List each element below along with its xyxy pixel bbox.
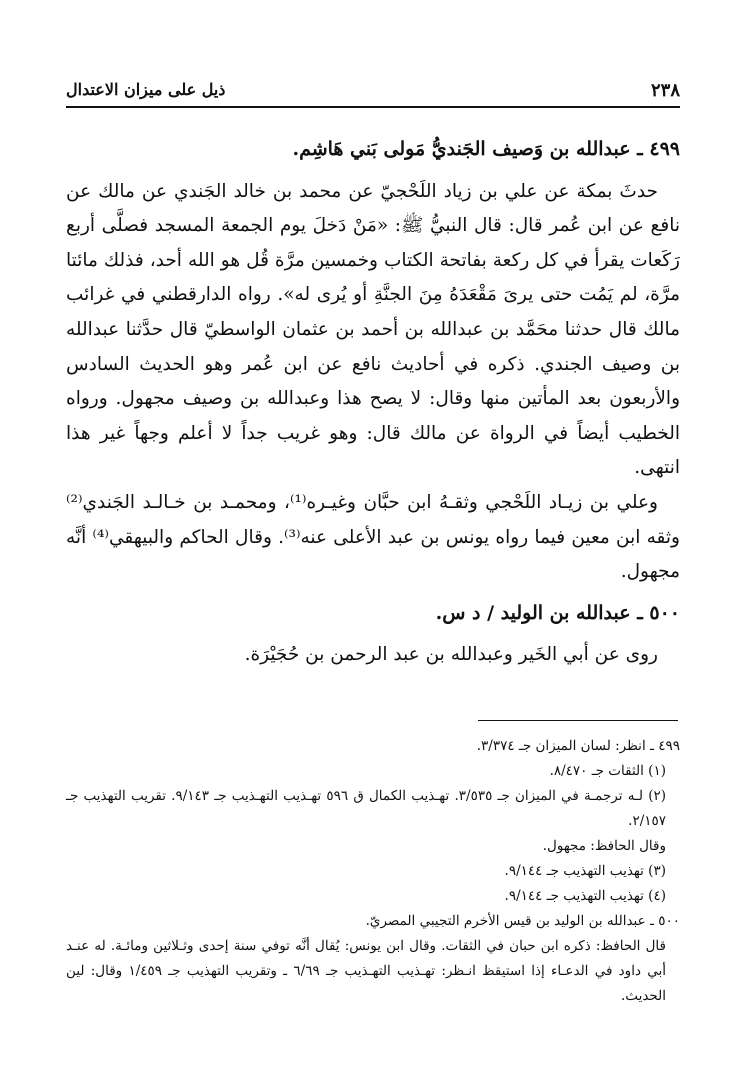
footnote-line: قال الحافظ: ذكره ابن حبان في الثقات. وقال ابن يونس: يُقال أنَّه توفي سنة إحدى وثـلاثين ومائـة. له عنـد أبي داود في الدعـاء إذا استيقظ انـظر: تهـذيب التهـذيب جـ ٦/٦٩ ـ وتقريب التهذيب جـ ١/٤٥٩ وقال: لين الحديث. [66,938,666,1004]
entry-499-heading: ٤٩٩ ـ عبدالله بن وَصيف الجَنديُّ مَولى بَني هَاشِم. [292,138,680,160]
footnote-line: (٣) تهذيب التهذيب جـ ٩/١٤٤. [504,863,666,879]
footnote-line: وقال الحافظ: مجهول. [542,838,666,854]
footnotes [66,734,680,1009]
footnote-line: ٤٩٩ ـ انظر: لسان الميزان جـ ٣/٣٧٤. [476,738,680,754]
footnote-rule [478,720,678,721]
book-title: ذيل على ميزان الاعتدال [66,80,226,99]
footnote-line: ٥٠٠ ـ عبدالله بن الوليد بن قيس الأخرم التجيبي المصريّ. [365,913,680,929]
running-header [66,78,680,106]
header-rule [66,106,680,108]
main-text [66,126,680,673]
entry-499-paragraph-1: حدثَ بمكة عن علي بن زياد اللَحْجيّ عن محمد بن خالد الجَندي عن مالك عن نافع عن ابن عُمر قال: قال النبيُّ ﷺ: «مَنْ دَخلَ يوم الجمعة المسجد فصلَّى أربع رَكَعات يقرأ في كل ركعة بفاتحة الكتاب وخمسين مرَّة قُل هو الله أحد، فذلك مائتا مرَّة، لم يَمُت حتى يرىَ مَقْعَدَهُ مِنَ الجنَّةِ أو يُرى له». رواه الدارقطني في غرائب مالك قال حدثنا محَمَّد بن عبدالله بن أحمد بن عثمان الواسطيّ قال حدَّثنا عبدالله بن وصيف الجندي. ذكره في أحاديث نافع عن ابن عُمر وهو الحديث السادس والأربعون بعد المأتين منها وقال: لا يصح هذا وعبدالله بن وصيف مجهول. ورواه الخطيب أيضاً في الرواة عن مالك قال: وهو غريب جداً لا أعلم وجهاً غير هذا انتهى. [66,180,680,479]
footnote-line: (٢) لـه ترجمـة في الميزان جـ ٣/٥٣٥. تهـذيب الكمال ق ٥٩٦ تهـذيب التهـذيب جـ ٩/١٤٣. تقريب التهذيب جـ ٢/١٥٧. [66,788,667,829]
footnote-line: (١) الثقات جـ ٨/٤٧٠. [549,763,666,779]
entry-500-heading: ٥٠٠ ـ عبدالله بن الوليد / د س. [435,601,680,624]
entry-500-paragraph: روى عن أبي الخَير وعبدالله بن عبد الرحمن بن حُجَيْرَة. [244,644,658,666]
entry-499-paragraph-2: وعلي بن زيـاد اللَحْجي وثقـهُ ابن حبَّان وغيـره⁽¹⁾، ومحمـد بن خـالـد الجَندي⁽²⁾ وثقه ابن معين فيما رواه يونس بن عبد الأعلى عنه⁽³⁾. وقال الحاكم والبيهقي⁽⁴⁾ أنَّه مجهول. [66,491,680,583]
footnote-line: (٤) تهذيب التهذيب جـ ٩/١٤٤. [504,888,666,904]
page-number: ٢٣٨ [650,80,680,101]
